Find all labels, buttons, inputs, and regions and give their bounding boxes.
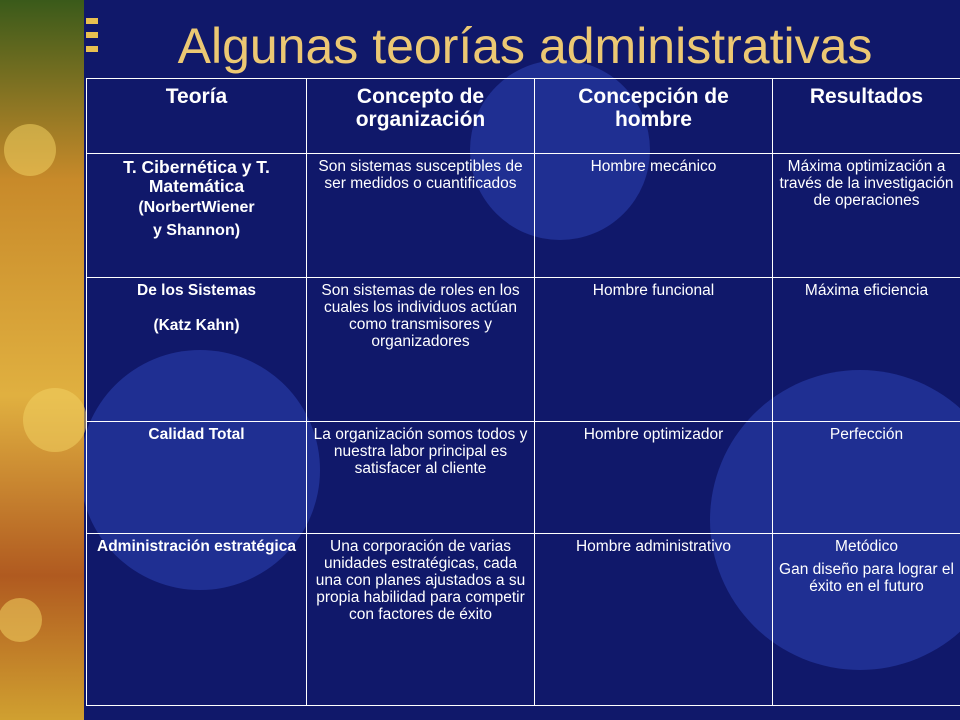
cell-hombre: Hombre mecánico: [535, 154, 773, 278]
table-row: [87, 422, 960, 534]
table-row: [87, 154, 960, 278]
cell-teoria: [87, 154, 307, 278]
theory-authors: (Katz Kahn): [153, 317, 240, 334]
theories-table: [86, 78, 960, 706]
theory-name: De los Sistemas: [137, 282, 256, 299]
cell-hombre: Hombre administrativo: [535, 534, 773, 706]
cell-hombre: Hombre optimizador: [535, 422, 773, 534]
cell-hombre: Hombre funcional: [535, 278, 773, 422]
header-hombre: Concepción de hombre: [535, 79, 773, 154]
cell-resultados: Máxima eficiencia: [773, 278, 960, 422]
cell-teoria: Calidad Total: [87, 422, 307, 534]
cell-concepto: Son sistemas susceptibles de ser medidos o cuantificados: [307, 154, 535, 278]
table-header-row: [87, 79, 960, 154]
cell-concepto: La organización somos todos y nuestra labor principal es satisfacer al cliente: [307, 422, 535, 534]
cell-resultados: [773, 534, 960, 706]
header-teoria: Teoría: [87, 79, 307, 154]
slide-title: Algunas teorías administrativas: [177, 18, 873, 74]
result-title: Metódico: [835, 538, 898, 555]
cell-teoria: Administración estratégica: [87, 534, 307, 706]
result-detail: Gan diseño para lograr el éxito en el futuro: [779, 561, 954, 595]
cell-teoria: [87, 278, 307, 422]
cell-concepto: Una corporación de varias unidades estratégicas, cada una con planes ajustados a su propia habilidad para competir con factores de éxito: [307, 534, 535, 706]
cell-concepto: Son sistemas de roles en los cuales los individuos actúan como transmisores y organizadores: [307, 278, 535, 422]
header-resultados: Resultados: [773, 79, 960, 154]
theory-authors: (NorbertWiener: [138, 199, 255, 216]
table-row: [87, 534, 960, 706]
cell-resultados: Perfección: [773, 422, 960, 534]
theory-authors-cont: y Shannon): [152, 222, 241, 239]
cell-resultados: Máxima optimización a través de la investigación de operaciones: [773, 154, 960, 278]
header-concepto: Concepto de organización: [307, 79, 535, 154]
table-row: [87, 278, 960, 422]
theory-name: T. Cibernética y T. Matemática: [123, 157, 270, 196]
